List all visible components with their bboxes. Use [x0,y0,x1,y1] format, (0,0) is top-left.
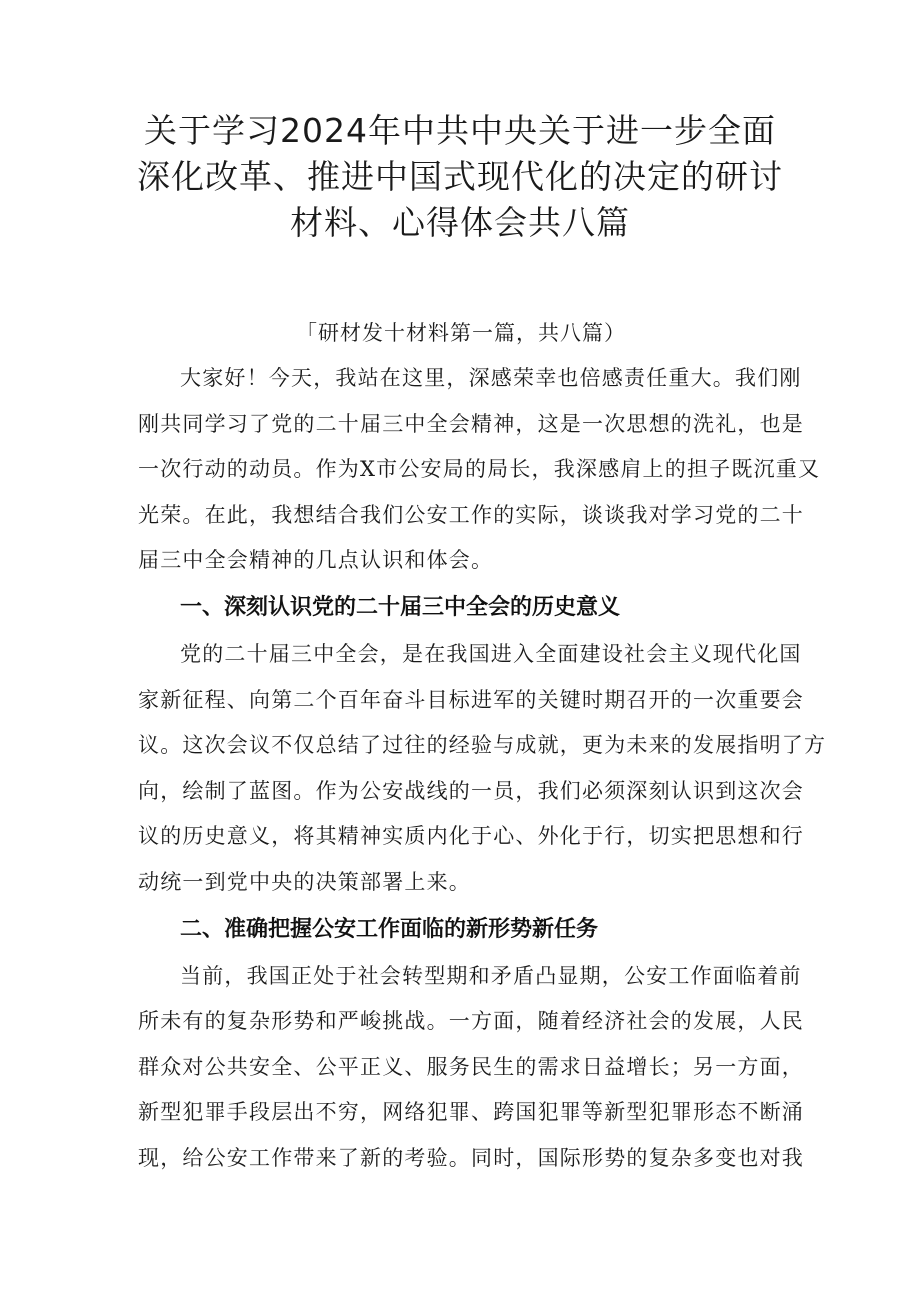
document-title [110,108,810,246]
paragraph-line: 群众对公共安全、公平正义、服务民生的需求日益增长；另一方面， [138,1054,804,1079]
section-2-paragraph [138,954,804,1182]
paragraph-line: 一次行动的动员。作为X市公安局的局长，我深感肩上的担子既沉重又 [138,457,821,482]
section-heading-2: 二、准确把握公安工作面临的新形势新任务 [180,916,599,942]
document-body [138,310,827,1182]
paragraph-line: 动统一到党中央的决策部署上来。 [138,869,471,894]
paragraph-line: 议的历史意义，将其精神实质内化于心、外化于行，切实把思想和行 [138,824,804,849]
paragraph-line: 现，给公安工作带来了新的考验。同时，国际形势的复杂多变也对我 [138,1145,804,1170]
section-heading-1: 一、深刻认识党的二十届三中全会的历史意义 [180,594,621,620]
paragraph-line: 刚共同学习了党的二十届三中全会精神，这是一次思想的洗礼，也是 [138,411,804,436]
section-1-paragraph [138,632,827,906]
paragraph-line: 光荣。在此，我想结合我们公安工作的实际，谈谈我对学习党的二十 [138,502,804,527]
title-line: 关于学习2024年中共中央关于进一步全面 [144,111,776,150]
title-line: 材料、心得体会共八篇 [290,203,630,242]
paragraph-line: 议。这次会议不仅总结了过往的经验与成就，更为未来的发展指明了方 [138,733,827,758]
intro-paragraph [138,356,821,584]
document-subtitle: 「研材发十材料第一篇，共八篇） [296,321,626,345]
paragraph-line: 届三中全会精神的几点认识和体会。 [138,548,494,573]
title-line: 深化改革、推进中国式现代化的决定的研讨 [137,157,783,196]
paragraph-line: 大家好！今天，我站在这里，深感荣幸也倍感责任重大。我们刚 [180,366,802,390]
paragraph-line: 家新征程、向第二个百年奋斗目标进军的关键时期召开的一次重要会 [138,687,804,712]
paragraph-line: 向，绘制了蓝图。作为公安战线的一员，我们必须深刻认识到这次会 [138,778,804,803]
paragraph-line: 新型犯罪手段层出不穷，网络犯罪、跨国犯罪等新型犯罪形态不断涌 [138,1100,804,1125]
paragraph-line: 所未有的复杂形势和严峻挑战。一方面，随着经济社会的发展，人民 [138,1009,804,1034]
paragraph-line: 党的二十届三中全会，是在我国进入全面建设社会主义现代化国 [180,641,802,666]
paragraph-line: 当前，我国正处于社会转型期和矛盾凸显期，公安工作面临着前 [180,963,802,988]
